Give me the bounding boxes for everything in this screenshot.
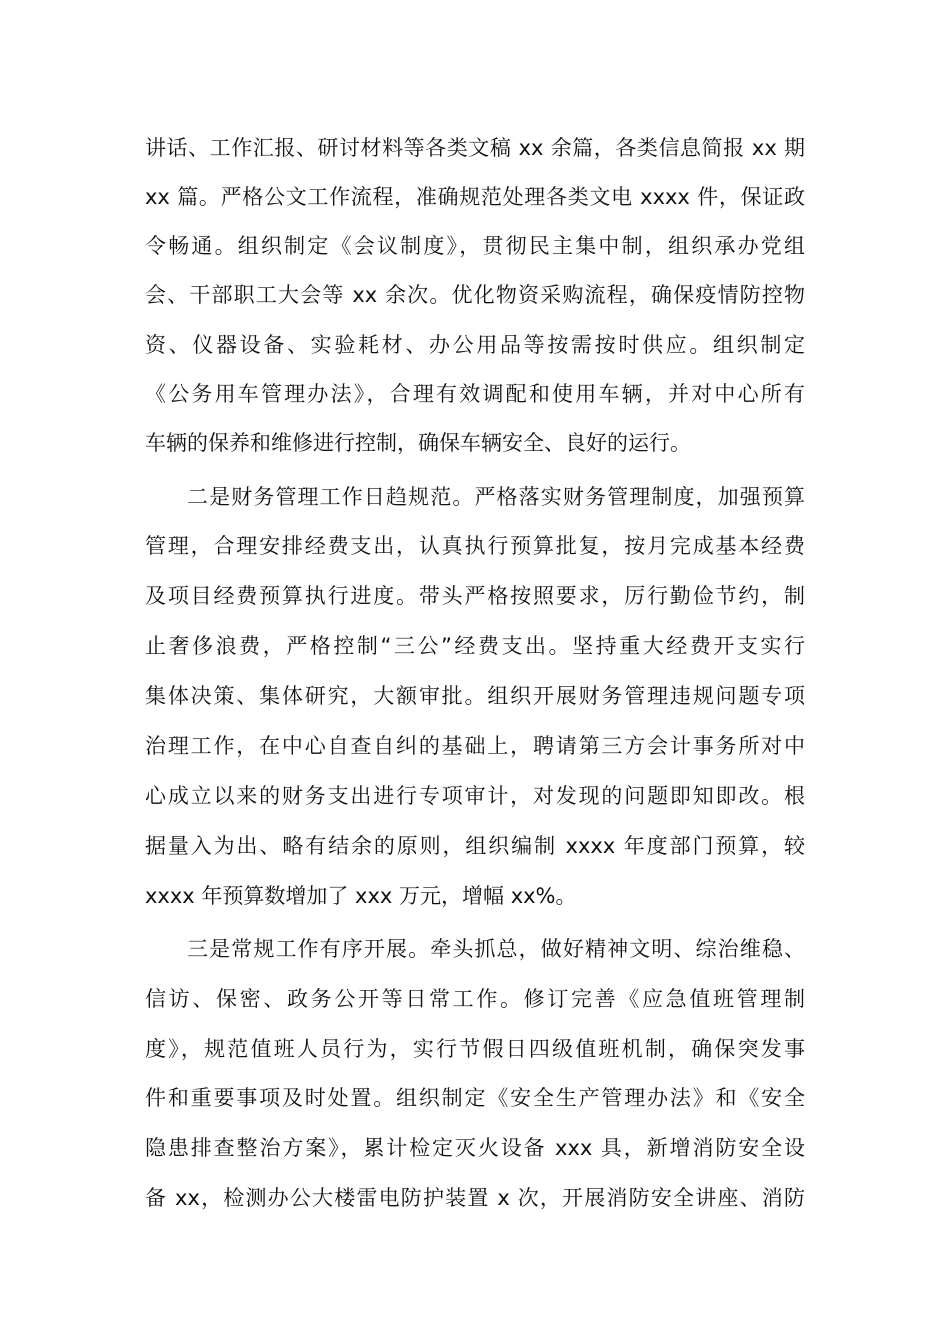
text-line-content: 隐患排查整治方案》，累计检定灭火设备 xxx 具，新增消防安全设 [145,1136,805,1160]
text-line [0,1029,950,1069]
text-line [0,1128,950,1168]
text-line [0,275,950,315]
text-line-content: xx 篇。严格公文工作流程，准确规范处理各类文电 xxxx 件，保证政 [145,185,805,209]
text-line [0,576,950,616]
text-line [0,1178,950,1218]
text-line [0,776,950,816]
text-line [0,423,950,463]
text-line [0,526,950,566]
text-line-content: 心成立以来的财务支出进行专项审计，对发现的问题即知即改。根 [145,784,805,808]
text-line-content: 资、仪器设备、实验耗材、办公用品等按需按时供应。组织制定 [145,333,805,357]
text-line-content: 治理工作，在中心自查自纠的基础上，聘请第三方会计事务所对中 [145,734,805,758]
text-line-content: 据量入为出、略有结余的原则，组织编制 xxxx 年度部门预算，较 [145,834,805,858]
text-line-content: 度》，规范值班人员行为，实行节假日四级值班机制，确保突发事 [145,1037,805,1061]
text-line-content: 《公务用车管理办法》，合理有效调配和使用车辆，并对中心所有 [145,382,805,406]
text-line-content: 集体决策、集体研究，大额审批。组织开展财务管理违规问题专项 [145,684,805,708]
text-line-content: 车辆的保养和维修进行控制，确保车辆安全、良好的运行。 [145,431,691,455]
text-line [0,726,950,766]
text-line [0,226,950,266]
paragraph-start-line [0,929,950,969]
text-line [0,876,950,916]
text-line-content: 二是财务管理工作日趋规范。严格落实财务管理制度，加强预算 [187,485,805,509]
text-line-content: 讲话、工作汇报、研讨材料等各类文稿 xx 余篇，各类信息简报 xx 期 [145,136,805,160]
text-line [0,128,950,168]
text-line-content: 备 xx，检测办公大楼雷电防护装置 x 次，开展消防安全讲座、消防 [145,1186,805,1210]
text-line-content: 及项目经费预算执行进度。带头严格按照要求，厉行勤俭节约，制 [145,584,805,608]
text-line-content: xxxx 年预算数增加了 xxx 万元，增幅 xx%。 [145,884,577,908]
text-line-content: 三是常规工作有序开展。牵头抓总，做好精神文明、综治维稳、 [187,937,805,961]
text-line-content: 止奢侈浪费，严格控制“三公”经费支出。坚持重大经费开支实行 [145,634,805,658]
text-line [0,826,950,866]
text-line-content: 管理，合理安排经费支出，认真执行预算批复，按月完成基本经费 [145,534,805,558]
text-line [0,676,950,716]
text-line-content: 令畅通。组织制定《会议制度》，贯彻民主集中制，组织承办党组 [145,234,805,258]
paragraph-start-line [0,477,950,517]
text-line [0,979,950,1019]
text-line [0,177,950,217]
text-line-content: 会、干部职工大会等 xx 余次。优化物资采购流程，确保疫情防控物 [145,283,805,307]
text-line [0,626,950,666]
text-line-content: 件和重要事项及时处置。组织制定《安全生产管理办法》和《安全 [145,1086,805,1110]
text-line [0,325,950,365]
text-line [0,1078,950,1118]
text-line-content: 信访、保密、政务公开等日常工作。修订完善《应急值班管理制 [145,987,805,1011]
text-line [0,374,950,414]
